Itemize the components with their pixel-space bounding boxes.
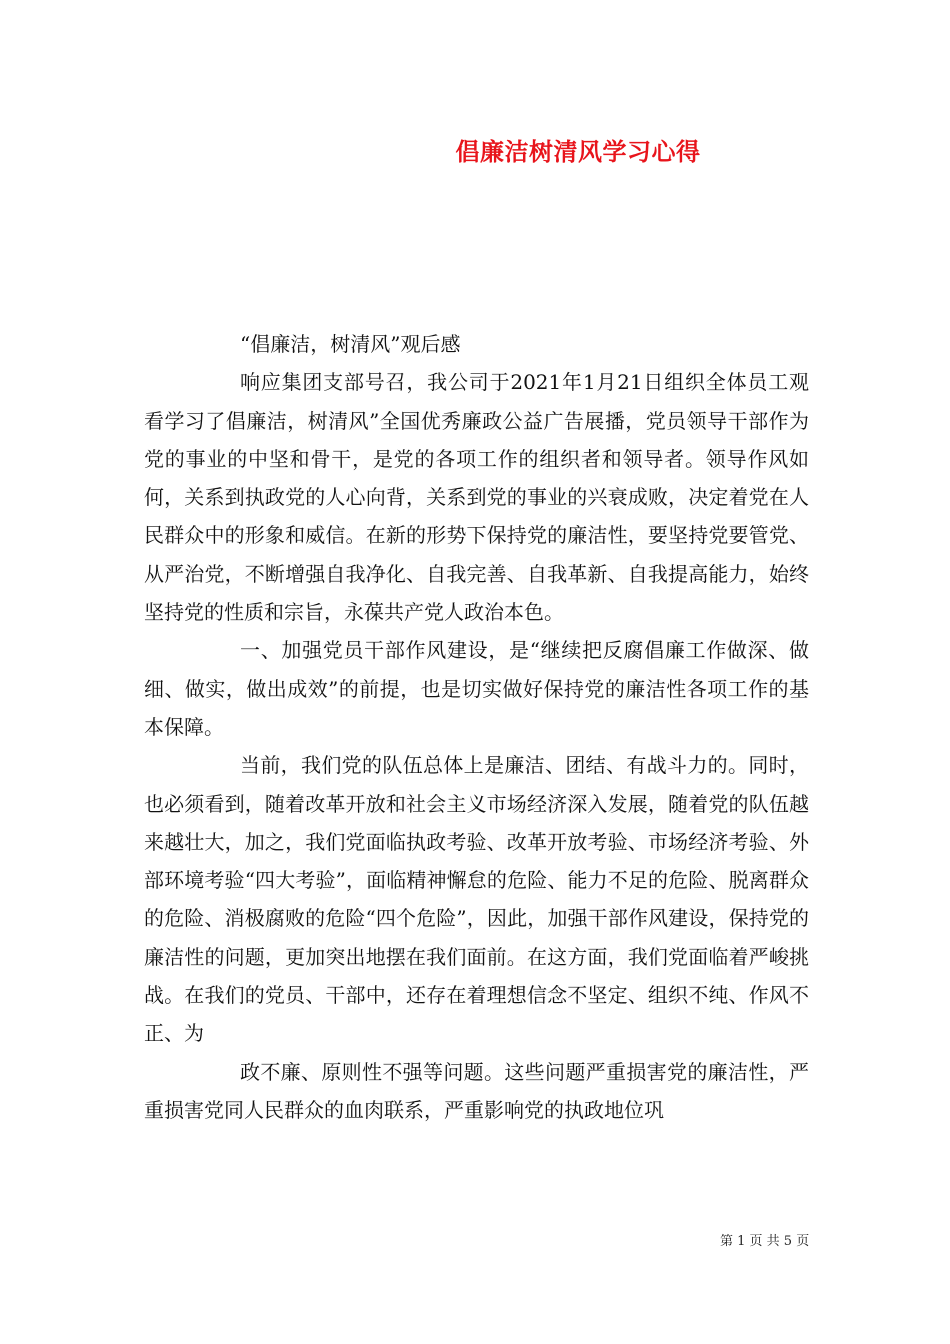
paragraph-continuation: 政不廉、原则性不强等问题。这些问题严重损害党的廉洁性，严重损害党同人民群众的血肉联系，严重影响党的执政地位巩	[144, 1059, 809, 1122]
paragraph-current-situation: 当前，我们党的队伍总体上是廉洁、团结、有战斗力的。同时，也必须看到，随着改革开放和社会主义市场经济深入发展，随着党的队伍越来越壮大，加之，我们党面临执政考验、改革开放考验、市场经济考验、外部环境考验“四大考验”，面临精神懈怠的危险、能力不足的危险、脱离群众的危险、消极腐败的危险“四个危险”，因此，加强干部作风建设，保持党的廉洁性的问题，更加突出地摆在我们面前。在这方面，我们党面临着严峻挑战。在我们的党员、干部中，还存在着理想信念不坚定、组织不纯、作风不正、为	[144, 753, 809, 1046]
paragraph-section-one: 一、加强党员干部作风建设，是“继续把反腐倡廉工作做深、做细、做实，做出成效”的前提，也是切实做好保持党的廉洁性各项工作的基本保障。	[144, 638, 809, 739]
page-number-footer: 第 1 页 共 5 页	[720, 1234, 810, 1249]
document-title: 倡廉洁树清风学习心得	[455, 137, 701, 166]
document-subtitle: “倡廉洁，树清风”观后感	[240, 332, 461, 356]
paragraph-intro: 响应集团支部号召，我公司于2021年1月21日组织全体员工观看学习了倡廉洁，树清风”全国优秀廉政公益广告展播，党员领导干部作为党的事业的中坚和骨干，是党的各项工作的组织者和领导者。领导作风如何，关系到执政党的人心向背，关系到党的事业的兴衰成败，决定着党在人民群众中的形象和威信。在新的形势下保持党的廉洁性，要坚持党要管党、从严治党，不断增强自我净化、自我完善、自我革新、自我提高能力，始终坚持党的性质和宗旨，永葆共产党人政治本色。	[144, 370, 809, 625]
document-body	[144, 325, 809, 1129]
